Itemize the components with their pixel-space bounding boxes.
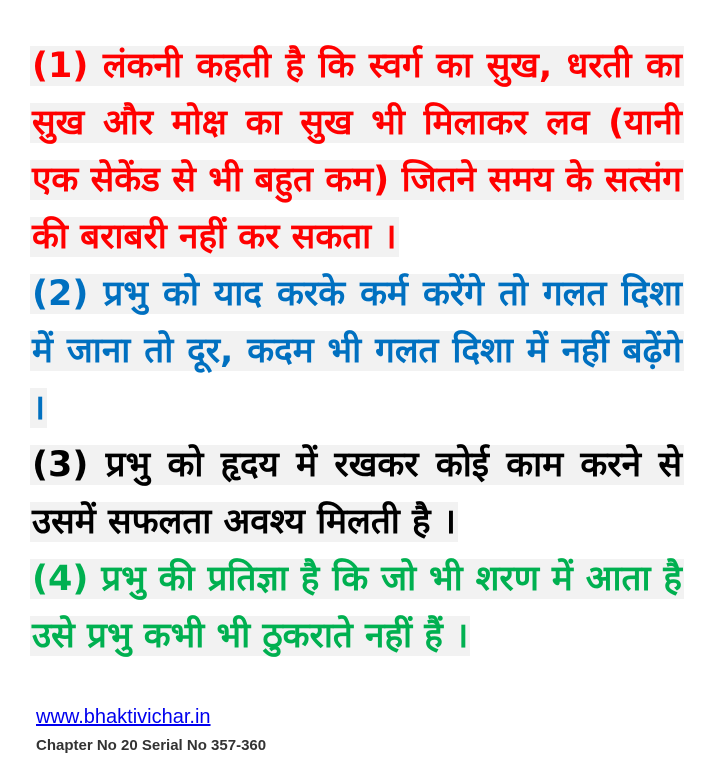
verse-4-text: (4) प्रभु की प्रतिज्ञा है कि जो भी शरण में आता है उसे प्रभु कभी भी ठुकराते नहीं हैं ।	[32, 559, 682, 656]
website-link[interactable]: www.bhaktivichar.in	[36, 706, 211, 728]
verse-4	[30, 551, 684, 665]
verse-2-text: (2) प्रभु को याद करके कर्म करेंगे तो गलत दिशा में जाना तो दूर, कदम भी गलत दिशा में नहीं बढ़ेंगे ।	[32, 274, 682, 428]
footer	[36, 705, 266, 755]
verse-3	[30, 437, 684, 551]
verses-block	[30, 38, 684, 665]
verse-1	[30, 38, 684, 266]
verse-3-text: (3) प्रभु को हृदय में रखकर कोई काम करने से उसमें सफलता अवश्य मिलती है ।	[32, 445, 682, 542]
chapter-info: Chapter No 20 Serial No 357-360	[36, 737, 267, 754]
verse-2	[30, 266, 684, 437]
verse-1-text: (1) लंकनी कहती है कि स्वर्ग का सुख, धरती का सुख और मोक्ष का सुख भी मिलाकर लव (यानी एक सेकेंड से भी बहुत कम) जितने समय के सत्संग की बराबरी नहीं कर सकता ।	[32, 46, 682, 257]
